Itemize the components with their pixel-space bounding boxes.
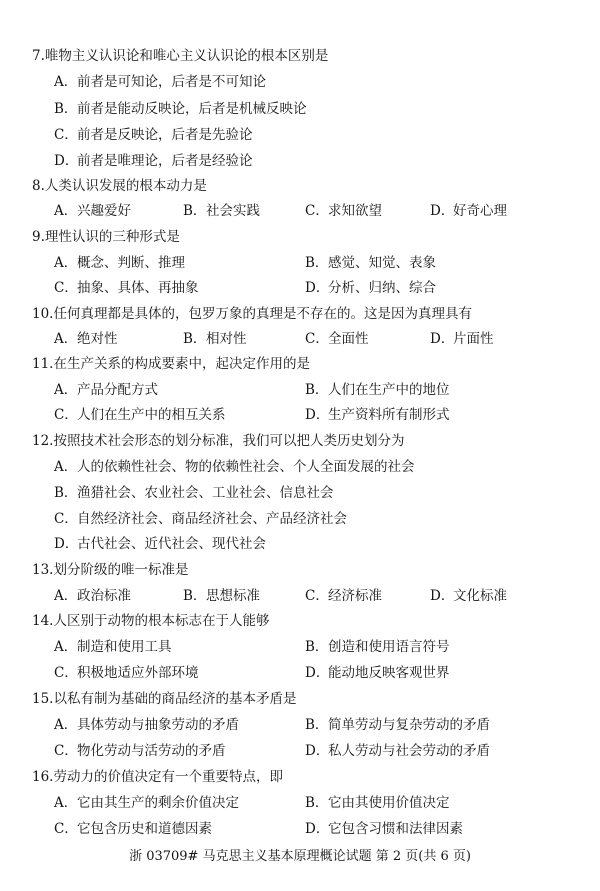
question-stem: 13.划分阶级的唯一标准是 [32, 562, 189, 578]
option-b: B．渔猎社会、农业社会、工业社会、信息社会 [54, 485, 334, 501]
option-c: C．前者是反映论，后者是先验论 [54, 127, 253, 143]
option-d: D．分析、归纳、综合 [305, 280, 436, 296]
question-stem: 15.以私有制为基础的商品经济的基本矛盾是 [32, 691, 297, 707]
question-stem: 10.任何真理都是具体的，包罗万象的真理是不存在的。这是因为真理具有 [32, 306, 472, 322]
option-b: B．创造和使用语言符号 [305, 639, 450, 655]
option-c: C．全面性 [305, 331, 369, 347]
option-b: B．前者是能动反映论，后者是机械反映论 [54, 101, 307, 117]
option-a: A．绝对性 [54, 331, 118, 347]
option-a: A．具体劳动与抽象劳动的矛盾 [54, 717, 239, 733]
option-d: D．文化标准 [430, 588, 507, 604]
option-a: A．前者是可知论，后者是不可知论 [54, 74, 266, 90]
option-a: A．它由其生产的剩余价值决定 [54, 795, 239, 811]
option-b: B．人们在生产中的地位 [305, 382, 450, 398]
option-d: D．生产资料所有制形式 [305, 407, 450, 423]
option-c: C．它包含历史和道德因素 [54, 821, 212, 837]
option-a: A．人的依赖性社会、物的依赖性社会、个人全面发展的社会 [54, 459, 415, 475]
option-b: B．简单劳动与复杂劳动的矛盾 [305, 717, 490, 733]
option-d: D．前者是唯理论，后者是经验论 [54, 153, 253, 169]
option-d: D．它包含习惯和法律因素 [305, 821, 463, 837]
option-c: C．人们在生产中的相互关系 [54, 407, 226, 423]
option-b: B．社会实践 [183, 203, 260, 219]
question-stem: 9.理性认识的三种形式是 [32, 229, 180, 245]
option-d: D．好奇心理 [430, 203, 507, 219]
option-c: C．自然经济社会、商品经济社会、产品经济社会 [54, 511, 347, 527]
question-stem: 8.人类认识发展的根本动力是 [32, 178, 207, 194]
option-d: D．片面性 [430, 331, 494, 347]
page-footer: 浙 03709# 马克思主义基本原理概论试题 第 2 页(共 6 页) [129, 849, 471, 864]
option-c: C．经济标准 [305, 588, 382, 604]
option-c: C．积极地适应外部环境 [54, 665, 199, 681]
option-b: B．思想标准 [183, 588, 260, 604]
question-stem: 16.劳动力的价值决定有一个重要特点，即 [32, 769, 283, 785]
option-a: A．政治标准 [54, 588, 131, 604]
option-a: A．概念、判断、推理 [54, 255, 185, 271]
option-b: B．感觉、知觉、表象 [305, 255, 436, 271]
option-d: D．能动地反映客观世界 [305, 665, 450, 681]
question-stem: 14.人区别于动物的根本标志在于人能够 [32, 613, 270, 629]
option-b: B．它由其使用价值决定 [305, 795, 450, 811]
option-a: A．制造和使用工具 [54, 639, 172, 655]
option-d: D．私人劳动与社会劳动的矛盾 [305, 743, 490, 759]
option-c: C．抽象、具体、再抽象 [54, 280, 199, 296]
option-d: D．古代社会、近代社会、现代社会 [54, 536, 266, 552]
question-stem: 11.在生产关系的构成要素中，起决定作用的是 [32, 356, 310, 372]
option-c: C．求知欲望 [305, 203, 382, 219]
question-stem: 7.唯物主义认识论和唯心主义认识论的根本区别是 [32, 48, 329, 64]
option-b: B．相对性 [183, 331, 247, 347]
question-stem: 12.按照技术社会形态的划分标准，我们可以把人类历史划分为 [32, 433, 405, 449]
option-a: A．产品分配方式 [54, 382, 158, 398]
option-a: A．兴趣爱好 [54, 203, 131, 219]
option-c: C．物化劳动与活劳动的矛盾 [54, 743, 226, 759]
